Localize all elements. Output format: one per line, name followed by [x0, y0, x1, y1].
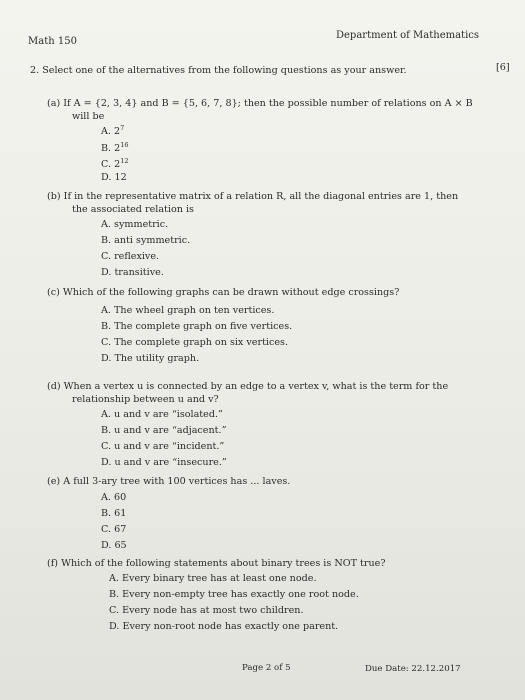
part-c-option-a: A. The wheel graph on ten vertices. [101, 305, 275, 316]
part-f-option-c: C. Every node has at most two children. [109, 605, 304, 616]
part-e-prompt [47, 475, 290, 488]
part-b-prompt [47, 190, 458, 216]
part-d-prompt [47, 380, 448, 406]
part-f-option-b: B. Every non-empty tree has exactly one root node. [109, 589, 359, 600]
part-b-option-b: B. anti symmetric. [101, 235, 191, 246]
question-marks: [6] [496, 62, 510, 73]
part-c-option-b: B. The complete graph on five vertices. [101, 321, 293, 332]
part-d-line2: relationship between u and v? [72, 394, 219, 405]
part-a-option-d: D. 12 [101, 172, 127, 183]
part-c-option-c: C. The complete graph on six vertices. [101, 337, 289, 348]
due-date: Due Date: 22.12.2017 [365, 664, 461, 674]
part-a-line1: (a) If A = {2, 3, 4} and B = {5, 6, 7, 8}; then the possible number of relations on A × B [47, 98, 473, 109]
part-f-line1: (f) Which of the following statements about binary trees is NOT true? [47, 558, 386, 569]
part-c-prompt [47, 286, 399, 299]
part-e-line1: (e) A full 3-ary tree with 100 vertices has ... laves. [47, 476, 291, 487]
question-instruction: 2. Select one of the alternatives from the following questions as your answer. [30, 65, 407, 76]
part-a-option-b: B. $2^{16}$ [101, 141, 129, 154]
part-c-line1: (c) Which of the following graphs can be drawn without edge crossings? [47, 287, 400, 298]
part-d-line1: (d) When a vertex u is connected by an edge to a vertex v, what is the term for the [47, 381, 449, 392]
part-d-option-d: D. u and v are “insecure.” [101, 457, 227, 468]
part-d-option-b: B. u and v are “adjacent.” [101, 425, 227, 436]
part-f-option-d: D. Every non-root node has exactly one parent. [109, 621, 339, 632]
part-b-line1: (b) If in the representative matrix of a relation R, all the diagonal entries are 1, then [47, 191, 459, 202]
part-a-line2: will be [72, 111, 105, 122]
part-a-option-a: A. $2^7$ [101, 124, 125, 137]
part-e-option-a: A. 60 [101, 492, 127, 503]
part-a-option-c: C. $2^{12}$ [101, 157, 129, 170]
part-d-option-c: C. u and v are “incident.” [101, 441, 225, 452]
part-e-option-b: B. 61 [101, 508, 127, 519]
part-e-option-c: C. 67 [101, 524, 127, 535]
department-name: Department of Mathematics [336, 30, 480, 41]
part-f-option-a: A. Every binary tree has at least one node. [109, 573, 317, 584]
part-b-line2: the associated relation is [72, 204, 194, 215]
course-name: Math 150 [28, 36, 77, 47]
part-b-option-c: C. reflexive. [101, 251, 160, 262]
part-d-option-a: A. u and v are “isolated.” [101, 409, 223, 420]
part-c-option-d: D. The utility graph. [101, 353, 200, 364]
page-number: Page 2 of 5 [242, 663, 291, 673]
part-b-option-d: D. transitive. [101, 267, 164, 278]
part-e-option-d: D. 65 [101, 540, 127, 551]
part-f-prompt [47, 557, 385, 570]
part-a-prompt [47, 97, 473, 123]
part-b-option-a: A. symmetric. [101, 219, 169, 230]
